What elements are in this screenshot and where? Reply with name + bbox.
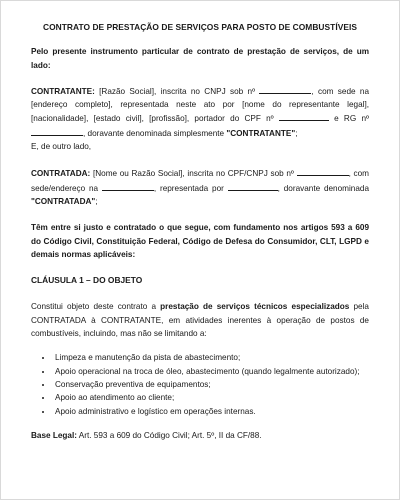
clause-1-bold: prestação de serviços técnicos especializados	[160, 302, 350, 312]
rg-blank	[31, 126, 83, 136]
contratante-text-1: [Razão Social], inscrita no CNPJ sob nº	[94, 86, 260, 96]
contratante-text-2: , com sede na [endereço completo], representada neste ato por [nome do representante legal], [nacionalidade], [estado civil], [profissão], portador do CPF nº	[31, 86, 369, 124]
cpf-cnpj-blank	[297, 166, 349, 176]
list-item: • Apoio ao atendimento ao cliente;	[53, 391, 369, 404]
legal-basis	[31, 429, 369, 442]
contratante-text-3: e RG nº	[328, 114, 369, 124]
contratada-label: CONTRATADA:	[31, 169, 91, 179]
representative-blank	[228, 181, 278, 191]
other-side-text: E, de outro lado,	[31, 142, 92, 152]
contratante-designation: "CONTRATANTE"	[226, 128, 296, 138]
contratada-text-3: , representada por	[153, 183, 228, 193]
contratada-text-1: [Nome ou Razão Social], inscrita no CPF/CNPJ sob nº	[90, 169, 297, 179]
document-title: CONTRATO DE PRESTAÇÃO DE SERVIÇOS PARA POSTO DE COMBUSTÍVEIS	[43, 22, 357, 32]
list-item: • Apoio administrativo e logístico em operações internas.	[53, 405, 369, 418]
address-blank	[102, 181, 154, 191]
list-item: • Limpeza e manutenção da pista de abastecimento;	[53, 351, 369, 364]
contratada-text-2: , com sede/endereço na	[31, 169, 369, 193]
clause-1-text-after: pela CONTRATADA à CONTRATANTE, em atividades inerentes à operação de postos de combustíveis, incluindo, mas não se limitando a:	[31, 302, 369, 339]
intro-paragraph: Pelo presente instrumento particular de contrato de prestação de serviços, de um lado:	[31, 47, 369, 70]
contratante-end: ;	[295, 128, 298, 138]
clause-1-title: CLÁUSULA 1 – DO OBJETO	[31, 275, 143, 286]
cpf-blank	[279, 111, 329, 121]
list-item: • Apoio operacional na troca de óleo, abastecimento (quando legalmente autorizado);	[53, 365, 369, 378]
list-item: • Conservação preventiva de equipamentos;	[53, 378, 369, 391]
agreement-paragraph: Têm entre si justo e contratado o que segue, com fundamento nos artigos 593 a 609 do Código Civil, Constituição Federal, Código de Defesa do Consumidor, CLT, LGPD e demais normas aplicáveis:	[31, 223, 369, 259]
contratante-paragraph	[31, 84, 369, 153]
contratante-label: CONTRATANTE:	[31, 86, 95, 96]
cnpj-blank	[259, 84, 311, 94]
clause-1-text-before: Constitui objeto deste contrato a	[31, 302, 161, 312]
contratada-text-4: , doravante denominada	[277, 183, 370, 193]
legal-basis-label: Base Legal:	[31, 430, 77, 440]
legal-basis-text: Art. 593 a 609 do Código Civil; Art. 5º, II da CF/88.	[76, 430, 262, 440]
contratada-end: ;	[95, 196, 98, 206]
contratada-designation: "CONTRATADA"	[31, 196, 96, 206]
clause-1-list	[31, 351, 369, 417]
contratante-text-4: , doravante denominada simplesmente	[83, 128, 227, 138]
clause-1-paragraph	[31, 300, 369, 340]
contratada-paragraph	[31, 166, 369, 208]
